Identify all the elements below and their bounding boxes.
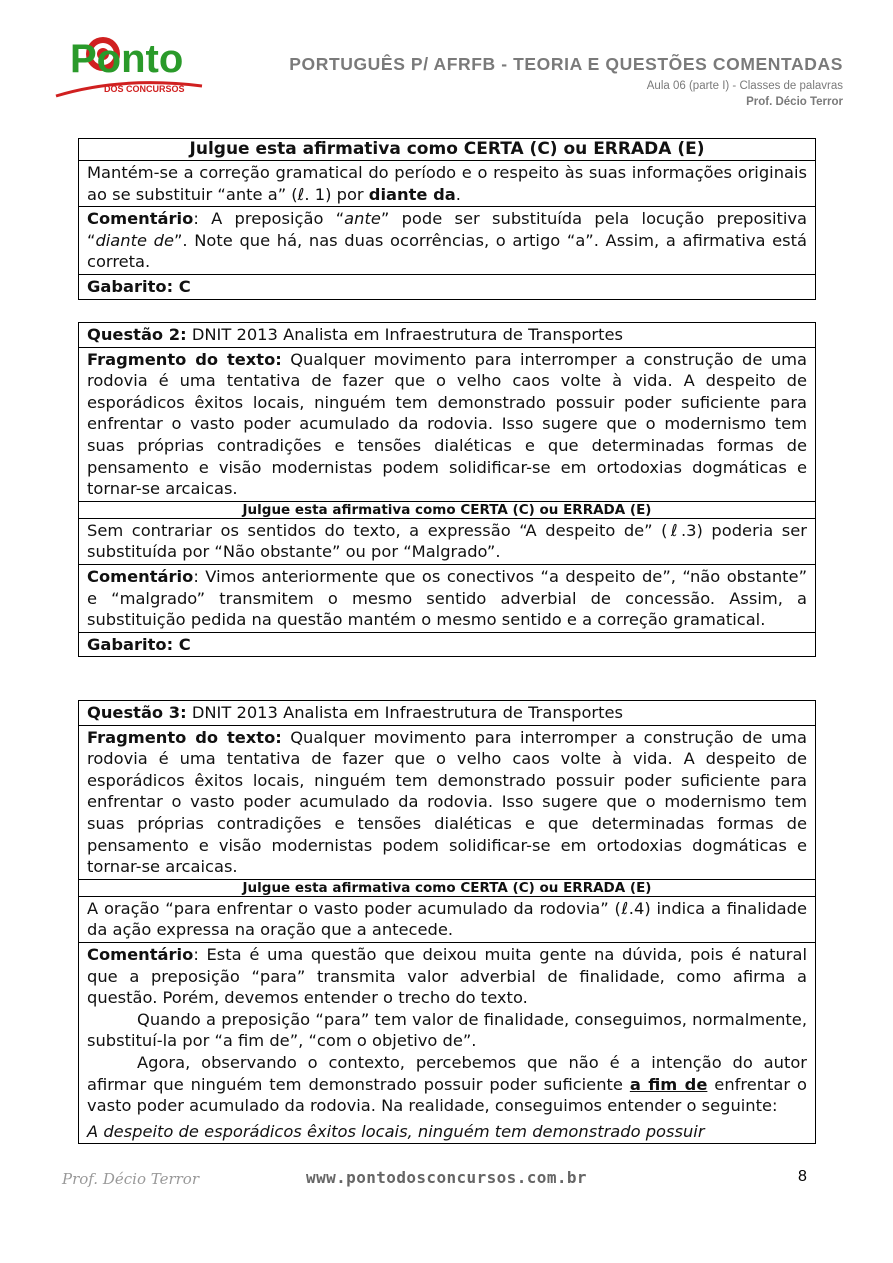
answer-key: Gabarito: C [79, 274, 815, 299]
judge-title: Julgue esta afirmativa como CERTA (C) ou ERRADA (E) [79, 879, 815, 896]
comment: Comentário: Vimos anteriormente que os conectivos “a despeito de”, “não obstante” e “malgrado” transmitem o mesmo sentido adverbial de concessão. Assim, a substituição pedida na questão mantém o mesmo sentido e a correção gramatical. [79, 564, 815, 632]
page-number: 8 [798, 1168, 807, 1185]
question-header: Questão 3: DNIT 2013 Analista em Infraestrutura de Transportes [87, 703, 624, 722]
statement: A oração “para enfrentar o vasto poder acumulado da rodovia” (ℓ.4) indica a finalidade da ação expressa na oração que a antecede. [79, 896, 815, 942]
question-2-box [78, 322, 816, 657]
course-title: PORTUGUÊS P/ AFRFB - TEORIA E QUESTÕES COMENTADAS [289, 54, 843, 74]
logo-main-text: Ponto [70, 37, 184, 81]
question-header: Questão 2: DNIT 2013 Analista em Infraestrutura de Transportes [87, 325, 624, 344]
judge-title: Julgue esta afirmativa como CERTA (C) ou ERRADA (E) [79, 501, 815, 518]
question-1-box [78, 138, 816, 300]
comment: Comentário: Esta é uma questão que deixou muita gente na dúvida, pois é natural que a preposição “para” transmita valor adverbial de finalidade, como afirma a questão. Porém, devemos entender o trecho do texto. Quando a preposição “para” tem valor de finalidade, conseguimos, normalmente, substituí-la por “a fim de”, “com o objetivo de”. Agora, observando o contexto, percebemos que não é a intenção do autor afirmar que ninguém tem demonstrado possuir poder suficiente a fim de enfrentar o vasto poder acumulado da rodovia. Na realidade, conseguimos entender o seguinte: A despeito de esporádicos êxitos locais, ninguém tem demonstrado possuir [79, 942, 815, 1143]
text-fragment: Fragmento do texto: Qualquer movimento para interromper a construção de uma rodovia é uma tentativa de fazer que o velho caos volte à vida. A despeito de esporádicos êxitos locais, ninguém tem demonstrado possuir poder suficiente para enfrentar o vasto poder acumulado da rodovia. Isso sugere que o modernismo tem suas próprias contradições e tensões dialéticas e que determinadas formas de pensamento e visão modernistas podem solidificar-se em ortodoxias dogmáticas e tornar-se arcaicas. [79, 725, 815, 879]
statement: Sem contrariar os sentidos do texto, a expressão “A despeito de” (ℓ.3) poderia ser substituída por “Não obstante” ou por “Malgrado”. [79, 518, 815, 564]
judge-title: Julgue esta afirmativa como CERTA (C) ou ERRADA (E) [189, 139, 705, 159]
footer-author: Prof. Décio Terror [62, 1170, 200, 1188]
statement: Mantém-se a correção gramatical do período e o respeito às suas informações originais ao se substituir “ante a” (ℓ. 1) por diante da. [79, 160, 815, 206]
answer-key: Gabarito: C [79, 632, 815, 657]
text-fragment: Fragmento do texto: Qualquer movimento para interromper a construção de uma rodovia é uma tentativa de fazer que o velho caos volte à vida. A despeito de esporádicos êxitos locais, ninguém tem demonstrado possuir poder suficiente para enfrentar o vasto poder acumulado da rodovia. Isso sugere que o modernismo tem suas próprias contradições e tensões dialéticas e que determinadas formas de pensamento e visão modernistas podem solidificar-se em ortodoxias dogmáticas e tornar-se arcaicas. [79, 347, 815, 501]
footer-website: www.pontodosconcursos.com.br [306, 1168, 587, 1187]
logo-sub-text: DOS CONCURSOS [104, 84, 185, 94]
page-header [289, 54, 843, 108]
ponto-logo [52, 30, 212, 102]
question-3-box [78, 700, 816, 1144]
comment: Comentário: A preposição “ante” pode ser substituída pela locução prepositiva “diante de”. Note que há, nas duas ocorrências, o artigo “a”. Assim, a afirmativa está correta. [79, 206, 815, 274]
teacher-name: Prof. Décio Terror [746, 96, 843, 108]
lesson-title: Aula 06 (parte I) - Classes de palavras [646, 80, 843, 92]
